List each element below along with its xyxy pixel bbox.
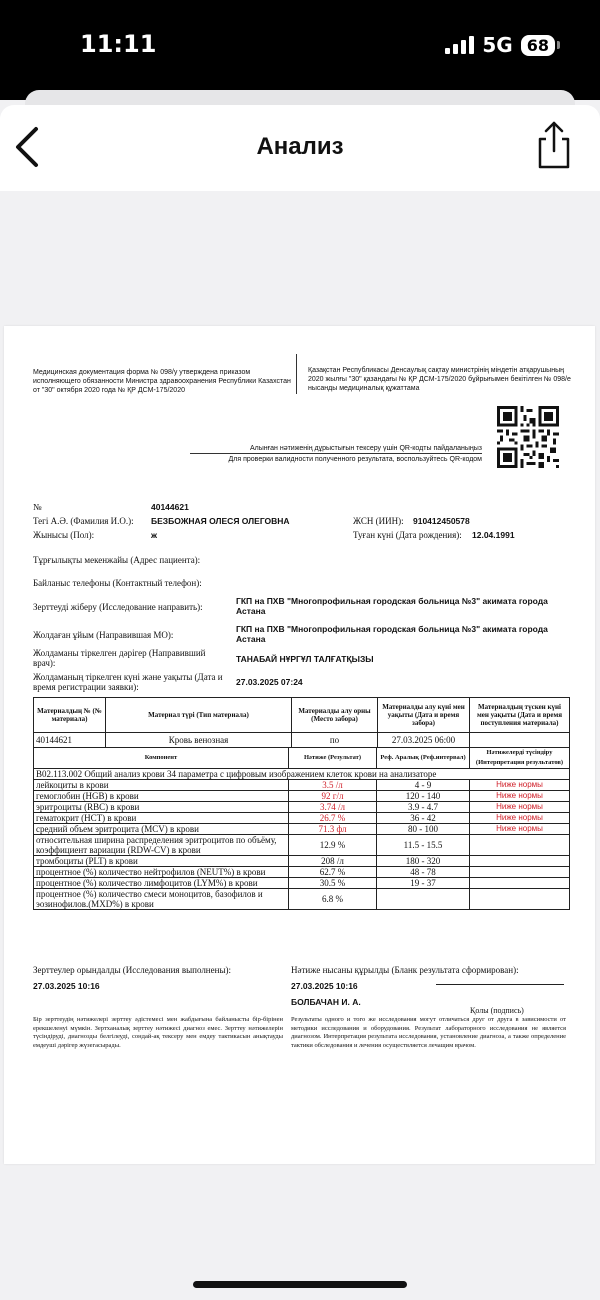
dob-value: 12.04.1991 [472,530,515,540]
result-name: эритроциты (RBC) в крови [34,802,289,813]
result-reference: 120 - 140 [377,791,470,802]
page-title: Анализ [256,133,344,160]
results-body [34,780,570,910]
status-indicators [445,33,560,57]
qr-code-icon [495,406,561,468]
result-interpretation [470,878,570,889]
result-row [34,856,570,867]
result-row [34,813,570,824]
material-header-cell: Материалды алу күні мен уақыты (Дата и время забора) [378,698,470,733]
formed-value: 27.03.2025 10:16 [291,981,358,991]
result-row [34,791,570,802]
signal-icon [445,36,474,54]
result-name: гемоглобин (HGB) в крови [34,791,289,802]
qr-hint-kz: Алынған нәтиженің дұрыстығын тексеру үшін QR-кодты пайдаланыңыз [190,445,482,454]
result-value: 6.8 % [289,889,377,910]
result-interpretation: Ниже нормы [470,802,570,813]
iin-label: ЖСН (ИИН): [353,516,404,526]
header-right-text: Қазақстан Республикасы Денсаулық сақтау министрінің міндетін атқарушының 2020 жылғы "30" қазандағы № ҚР ДСМ-175/2020 бұйрығымен бекітілген № 098/е нысанды медициналық құжаттама [308,367,571,392]
fio-label: Тегі А.Ә. (Фамилия И.О.): [33,516,134,526]
result-interpretation: Ниже нормы [470,780,570,791]
result-value: 3.5 /л [289,780,377,791]
result-row [34,802,570,813]
result-reference: 11.5 - 15.5 [377,835,470,856]
share-icon [534,119,574,171]
result-reference: 4 - 9 [377,780,470,791]
signature-line [436,984,564,985]
network-type: 5G [482,33,513,57]
result-name: гематокрит (HCT) в крови [34,813,289,824]
result-name: процентное (%) количество лимфоцитов (LYM%) в крови [34,878,289,889]
address-label: Тұрғылықты мекенжайы (Адрес пациента): [33,555,201,565]
results-table [33,747,570,910]
result-value: 26.7 % [289,813,377,824]
material-cell: Кровь венозная [106,733,292,748]
nav-bar [0,105,600,191]
sex-value: ж [151,530,158,540]
result-reference: 48 - 78 [377,867,470,878]
result-reference: 180 - 320 [377,856,470,867]
material-header-row [34,698,570,733]
result-row [34,867,570,878]
done-value: 27.03.2025 10:16 [33,981,100,991]
results-header-cell: Реф. Аралық (Реф.интервал) [377,748,470,769]
note-kz: Бір зерттеудің нәтижелері зерттеу әдістемесі мен жабдығына байланысты бір-бірінен ерекшеленуі мүмкін. Зертханалық зерттеу нәтижесі диагноз емес. Зерттеу нәтижелерін түсіндіруді, диагнозды белгілеуді, сондай-ақ тексеру мен емдеу тактикасын анықтауды емдеуші дәрігер жүзегасырады. [33,1016,283,1049]
results-header-cell: Нәтиже (Результат) [289,748,377,769]
material-header-cell: Материалдың № (№ материала) [34,698,106,733]
results-header-row [34,748,570,769]
status-bar [0,0,600,100]
results-section-title: В02.113.002 Общий анализ крови 34 параметра с цифровым изображением клеток крови на анализаторе [34,769,570,780]
result-row [34,824,570,835]
done-label: Зерттеулер орындалды (Исследования выполнены): [33,965,231,975]
result-name: тромбоциты (PLT) в крови [34,856,289,867]
result-value: 92 г/л [289,791,377,802]
mo-value: ГКП на ПХВ "Многопрофильная городская больница №3" акимата города Астана [236,624,548,644]
result-reference [377,889,470,910]
result-name: лейкоциты в крови [34,780,289,791]
iin-value: 910412450578 [413,516,470,526]
result-interpretation [470,835,570,856]
home-indicator[interactable] [193,1281,407,1288]
status-time: 11:11 [80,30,157,58]
result-row [34,889,570,910]
signature-label: Қолы (подпись) [470,1006,524,1015]
registration-label: Жолдаманың тіркелген күні және уақыты (Дата и время регистрации заявки): [33,672,223,692]
result-row [34,835,570,856]
result-interpretation [470,856,570,867]
result-name: относительная ширина распределения эритроцитов по объёму, коэффициент вариации (RDW-CV) в крови [34,835,289,856]
result-value: 62.7 % [289,867,377,878]
material-cell: 27.03.2025 06:00 [378,733,470,748]
signer-name: БОЛБАЧАН И. А. [291,997,361,1007]
result-row [34,780,570,791]
header-left-text: Медицинская документация форма № 098/у утверждена приказом исполняющего обязанности Министра здравоохранения Республики Казахстан от "30" октября 2020 года № ҚР ДСМ-175/2020 [33,369,291,394]
doctor-value: ТАНАБАЙ НҰРГҰЛ ТАЛҒАТҚЫЗЫ [236,654,374,664]
result-interpretation: Ниже нормы [470,824,570,835]
material-cell [470,733,570,748]
results-header-cell: Нәтижелерді түсіндіру (Интерпретация результатов) [470,748,570,769]
material-table [33,697,570,748]
result-value: 12.9 % [289,835,377,856]
result-reference: 36 - 42 [377,813,470,824]
material-cell: по [292,733,378,748]
material-cell: 40144621 [34,733,106,748]
result-interpretation [470,889,570,910]
result-name: процентное (%) количество нейтрофилов (NEUT%) в крови [34,867,289,878]
result-reference: 80 - 100 [377,824,470,835]
mo-label: Жолдаған ұйым (Направившая МО): [33,630,174,640]
phone-label: Байланыс телефоны (Контактный телефон): [33,578,202,588]
sex-label: Жынысы (Пол): [33,530,95,540]
number-label: № [33,502,42,512]
formed-label: Нәтиже нысаны құрылды (Бланк результата сформирован): [291,965,519,975]
analysis-document [4,326,595,1164]
sender-label: Зерттеуді жіберу (Исследование направить): [33,602,203,612]
qr-hint-ru: Для проверки валидности полученного результата, воспользуйтесь QR-кодом [228,456,482,463]
result-value: 71.3 фл [289,824,377,835]
doctor-label: Жолдаманы тіркелген дәрігер (Направивший врач): [33,648,206,668]
result-interpretation [470,867,570,878]
result-reference: 3.9 - 4.7 [377,802,470,813]
result-interpretation: Ниже нормы [470,791,570,802]
result-row [34,878,570,889]
material-header-cell: Материалды алу орны (Место забора) [292,698,378,733]
header-divider [296,354,297,394]
dob-label: Туған күні (Дата рождения): [353,530,462,540]
result-value: 208 /л [289,856,377,867]
results-section-row [34,769,570,780]
result-name: средний объем эритроцита (MCV) в крови [34,824,289,835]
note-ru: Результаты одного и того же исследования могут отличаться друг от друга в зависимости от методики исследования и оборудования. Результат лабораторного исследования не является диагнозом. Интерпретация результата исследования, установление диагноза, а также определение тактики обследования и лечения осуществляется лечащим врачом. [291,1016,566,1049]
registration-value: 27.03.2025 07:24 [236,677,303,687]
material-row [34,733,570,748]
number-value: 40144621 [151,502,189,512]
battery-icon: 68 [521,35,555,56]
result-reference: 19 - 37 [377,878,470,889]
battery-tip-icon [557,41,560,49]
sender-value: ГКП на ПХВ "Многопрофильная городская больница №3" акимата города Астана [236,596,548,616]
result-name: процентное (%) количество смеси моноцитов, базофилов и эозинофилов.(MXD%) в крови [34,889,289,910]
results-header-cell: Компонент [34,748,289,769]
material-header-cell: Материалдың түскен күні мен уақыты (Дата и время поступления материала) [470,698,570,733]
result-interpretation: Ниже нормы [470,813,570,824]
result-value: 30.5 % [289,878,377,889]
share-button[interactable] [534,119,574,171]
result-value: 3.74 /л [289,802,377,813]
fio-value: БЕЗБОЖНАЯ ОЛЕСЯ ОЛЕГОВНА [151,516,290,526]
material-header-cell: Материал түрі (Тип материала) [106,698,292,733]
